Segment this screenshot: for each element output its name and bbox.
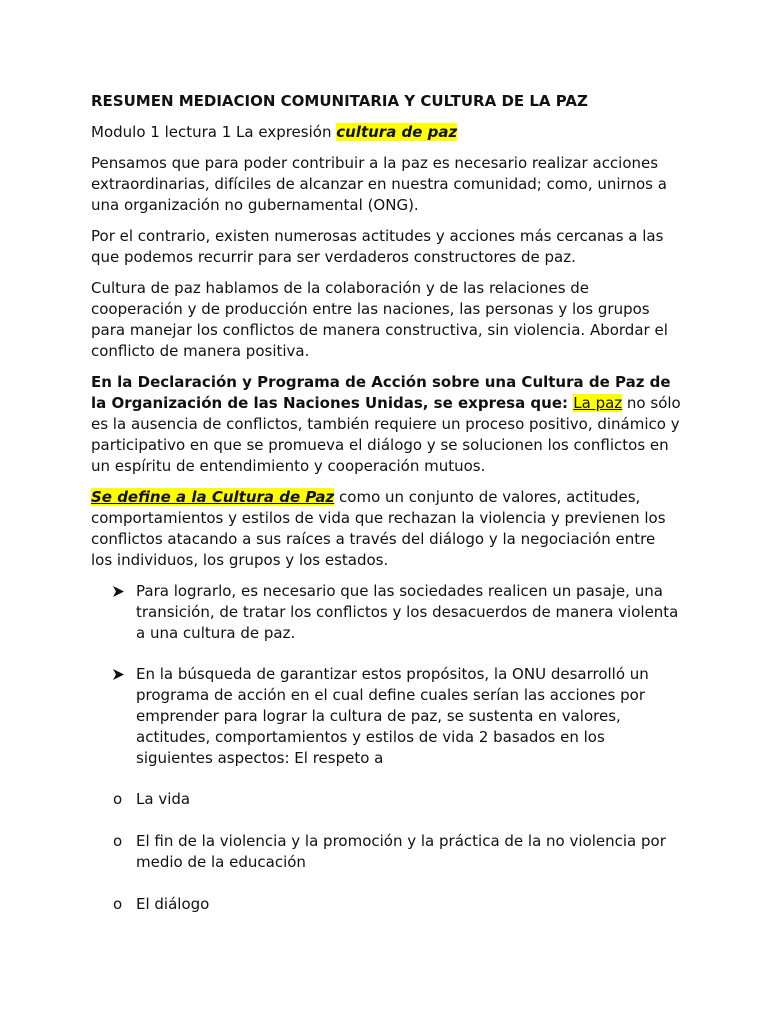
list-item-text: El fin de la violencia y la promoción y la práctica de la no violencia por medio de la educación — [136, 832, 666, 871]
declaracion-rest-text: no sólo es la ausencia de conflictos, también requiere un proceso positivo, dinámico y participativo en que se promueva el diálogo y se solucionen los conflictos en un espíritu de entendimiento y cooperación mutuos. — [91, 394, 681, 475]
list-bullet-o: o — [113, 790, 123, 808]
list-item — [91, 664, 681, 769]
list-item-text: La vida — [136, 790, 191, 808]
highlight-se-define: Se define a la Cultura de Paz — [91, 488, 335, 506]
paragraph-declaracion — [91, 372, 681, 477]
paragraph-por-el-contrario: Por el contrario, existen numerosas actitudes y acciones más cercanas a las que podemos recurrir para ser verdaderos constructores de paz. — [91, 227, 664, 266]
paragraph-se-define — [91, 487, 681, 571]
paragraph-cultura-de-paz: Cultura de paz hablamos de la colaboración y de las relaciones de cooperación y de producción entre las naciones, las personas y los grupos para manejar los conflictos de manera constructiva, sin violencia. Abordar el conflicto de manera positiva. — [91, 279, 668, 360]
list-item — [91, 894, 681, 915]
list-bullet-o: o — [113, 895, 123, 913]
declaracion-bold-text: En la Declaración y Programa de Acción sobre una Cultura de Paz de la Organización de las Naciones Unidas, se expresa que: — [91, 373, 671, 412]
highlight-cultura-de-paz: cultura de paz — [336, 123, 458, 141]
highlight-la-paz: La paz — [573, 394, 623, 412]
list-item — [91, 789, 681, 810]
paragraph-module — [91, 122, 681, 143]
list-item — [91, 581, 681, 644]
arrow-bullet-list — [91, 581, 681, 769]
o-bullet-list — [91, 789, 681, 915]
list-item-text: En la búsqueda de garantizar estos propósitos, la ONU desarrolló un programa de acción en el cual define cuales serían las acciones por emprender para lograr la cultura de paz, se sustenta en valores, actitudes, comportamientos y estilos de vida 2 basados en los siguientes aspectos: El respeto a — [136, 665, 649, 767]
document-body — [91, 91, 681, 936]
paragraph-pensamos: Pensamos que para poder contribuir a la paz es necesario realizar acciones extraordinarias, difíciles de alcanzar en nuestra comunidad; como, unirnos a una organización no gubernamental (ONG). — [91, 154, 667, 214]
list-bullet-o: o — [113, 832, 123, 850]
document-title: RESUMEN MEDIACION COMUNITARIA Y CULTURA DE LA PAZ — [91, 92, 588, 110]
module-text: Modulo 1 lectura 1 La expresión — [91, 123, 337, 141]
se-define-rest-text: como un conjunto de valores, actitudes, comportamientos y estilos de vida que rechazan la violencia y previenen los conflictos atacando a sus raíces a través del diálogo y la negociación entre los individuos, los grupos y los estados. — [91, 488, 666, 569]
list-item-text: El diálogo — [136, 895, 210, 913]
list-item — [91, 831, 681, 873]
arrowhead-bullet-icon — [113, 581, 129, 597]
list-item-text: Para lograrlo, es necesario que las sociedades realicen un pasaje, una transición, de tratar los conflictos y los desacuerdos de manera violenta a una cultura de paz. — [136, 582, 679, 642]
arrowhead-bullet-icon — [113, 664, 129, 680]
